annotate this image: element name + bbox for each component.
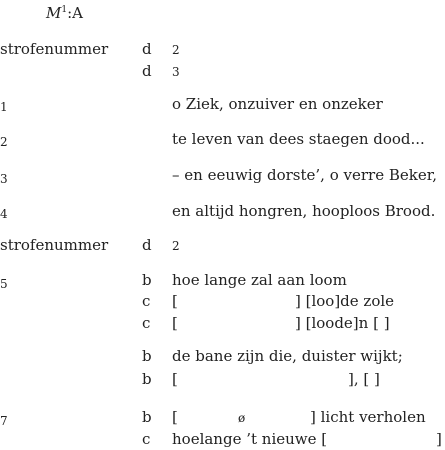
row-label: 5	[0, 277, 8, 291]
heading-siglum: M	[46, 4, 62, 22]
row-text: de bane zijn die, duister wijkt;	[172, 347, 403, 365]
heading-suffix: :A	[67, 4, 83, 22]
row-siglum: d	[142, 236, 152, 254]
row-text: ], [ ]	[348, 370, 380, 388]
row-siglum: b	[142, 271, 152, 289]
row-siglum: c	[142, 292, 151, 310]
row-label: 3	[0, 172, 8, 186]
row-label: 7	[0, 414, 8, 428]
row-siglum: d	[142, 40, 152, 58]
open-bracket: [	[172, 314, 178, 332]
row-text: ] [loode]n [ ]	[295, 314, 390, 332]
row-text: ] licht verholen	[310, 408, 426, 426]
heading	[46, 1, 83, 22]
row-text: ] [loo]de zole	[295, 292, 395, 310]
row-text: en altijd hongren, hooploos Brood.	[172, 202, 436, 220]
row-label: strofenummer	[0, 40, 109, 58]
row-text: 2	[172, 239, 180, 253]
row-text: te leven van dees staegen dood...	[172, 130, 425, 148]
row-siglum: c	[142, 430, 151, 448]
row-text: hoe lange zal aan loom	[172, 271, 347, 289]
open-bracket: [	[172, 370, 178, 388]
row-label: 2	[0, 135, 8, 149]
row-text: hoelange ’t nieuwe [	[172, 430, 328, 448]
row-text: o Ziek, onzuiver en onzeker	[172, 95, 383, 113]
row-text: 2	[172, 43, 180, 57]
heading-superscript: 1	[61, 5, 68, 15]
row-siglum: d	[142, 62, 152, 80]
row-siglum: b	[142, 408, 152, 426]
open-bracket: [	[172, 408, 178, 426]
row-siglum: c	[142, 314, 151, 332]
row-label: strofenummer	[0, 236, 109, 254]
row-label: 1	[0, 100, 8, 114]
row-text: – en eeuwig dorste’, o verre Beker,	[172, 166, 437, 184]
row-siglum: b	[142, 370, 152, 388]
row-text: 3	[172, 65, 180, 79]
row-siglum: b	[142, 347, 152, 365]
close-bracket: ]	[436, 430, 442, 448]
open-bracket: [	[172, 292, 178, 310]
row-label: 4	[0, 207, 8, 221]
crux-symbol: ø	[238, 411, 246, 425]
